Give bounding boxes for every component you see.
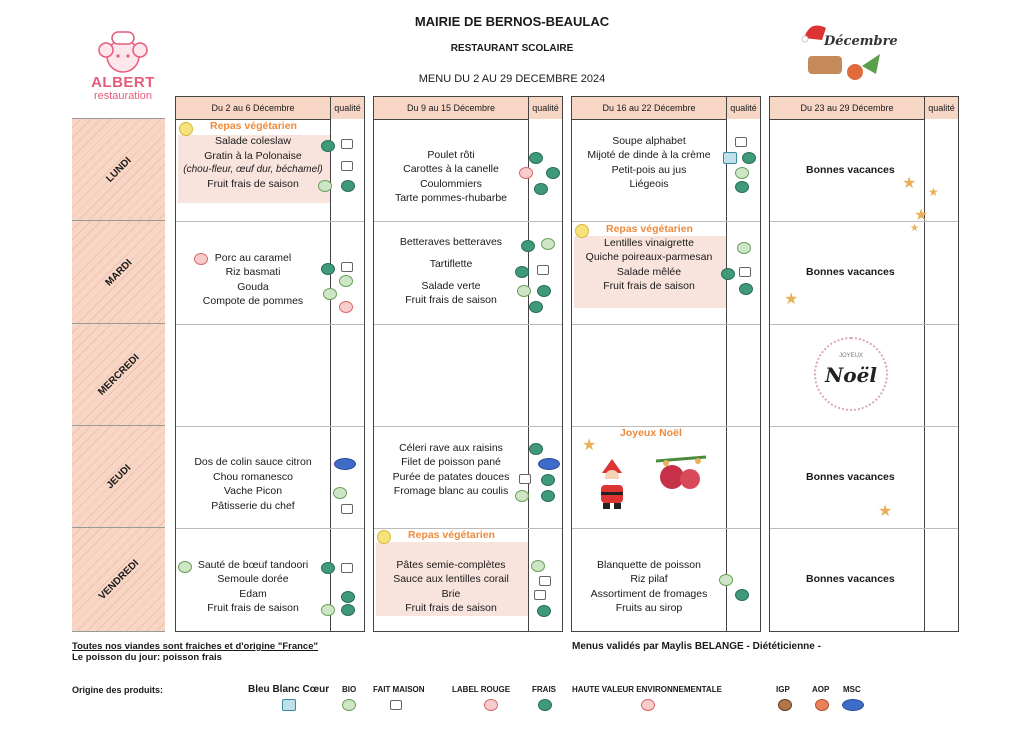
frais-icon — [521, 240, 535, 252]
frais-icon — [721, 268, 735, 280]
frais-icon — [541, 490, 555, 502]
row-divider — [374, 426, 562, 427]
frais-icon — [735, 589, 749, 601]
star-icon: ★ — [910, 223, 919, 234]
day-label-mercredi: MERCREDI — [95, 352, 142, 398]
menu-item-detail: (chou-fleur, œuf dur, béchamel) — [183, 164, 323, 175]
quality-column — [924, 97, 959, 631]
bio-icon — [333, 487, 347, 499]
bio-icon — [323, 288, 337, 300]
menu-item: Fruits au sirop — [615, 602, 683, 614]
fait-maison-icon — [537, 265, 549, 275]
menu-item: Brie — [441, 588, 461, 600]
bio-icon — [531, 560, 545, 572]
menu-item: Mijoté de dinde à la crème — [587, 149, 711, 161]
restaurant-title: RESTAURANT SCOLAIRE — [450, 43, 574, 54]
vacation-mardi: Bonnes vacances — [806, 266, 895, 278]
frais-icon — [735, 181, 749, 193]
week-4-header: Du 23 au 29 Décembre — [770, 97, 924, 120]
menu-item: Poulet rôti — [427, 149, 475, 161]
fait-maison-icon — [341, 139, 353, 149]
star-icon: ★ — [582, 437, 597, 454]
legend-label-rouge: LABEL ROUGE — [452, 685, 511, 694]
legend-msc: MSC — [843, 685, 861, 694]
row-divider — [176, 528, 364, 529]
star-icon: ★ — [902, 175, 917, 192]
menu-item: Gouda — [237, 281, 269, 293]
legend-fait-maison: FAIT MAISON — [373, 685, 425, 694]
row-divider — [572, 528, 760, 529]
bio-icon — [321, 604, 335, 616]
vegetarian-badge-icon — [575, 224, 589, 238]
footer-validated: Menus validés par Maylis BELANGE - Diététicienne - — [572, 641, 821, 652]
menu-item: Lentilles vinaigrette — [604, 237, 694, 249]
menu-item: Fruit frais de saison — [207, 178, 299, 190]
row-divider — [374, 221, 562, 222]
week-column-2 — [373, 96, 563, 632]
week-3-mardi-veg-label: Repas végétarien — [606, 223, 693, 235]
menu-item: Liégeois — [629, 178, 669, 190]
albert-logo — [78, 26, 168, 106]
row-divider — [176, 324, 364, 325]
star-icon: ★ — [878, 503, 893, 520]
menu-item: Filet de poisson pané — [401, 456, 501, 468]
week-column-4 — [769, 96, 959, 632]
legend-bleu-blanc-coeur: Bleu Blanc Cœur — [248, 684, 330, 695]
week-3-header: Du 16 au 22 Décembre — [572, 97, 726, 120]
frais-icon — [321, 140, 335, 152]
fait-maison-icon — [341, 504, 353, 514]
menu-item: Petit-pois au jus — [611, 164, 687, 176]
menu-item: Semoule dorée — [217, 573, 289, 585]
menu-item: Fruit frais de saison — [207, 602, 299, 614]
bio-icon — [735, 167, 749, 179]
quality-header: qualité — [925, 97, 958, 119]
week-1-header: Du 2 au 6 Décembre — [176, 97, 330, 120]
row-divider — [572, 324, 760, 325]
fait-maison-icon — [534, 590, 546, 600]
menu-item: Edam — [239, 588, 267, 600]
menu-item: Assortiment de fromages — [590, 588, 708, 600]
frais-icon — [529, 301, 543, 313]
legend-aop: AOP — [812, 685, 830, 694]
frais-icon — [546, 167, 560, 179]
menu-item: Gratin à la Polonaise — [204, 150, 302, 162]
menu-item: Carottes à la canelle — [403, 163, 499, 175]
frais-icon — [537, 605, 551, 617]
menu-item: Vache Picon — [223, 485, 283, 497]
vacation-vendredi: Bonnes vacances — [806, 573, 895, 585]
day-label-jeudi: JEUDI — [104, 462, 133, 492]
menu-item: Fromage blanc au coulis — [393, 485, 509, 497]
joyeux-small-text: JOYEUX — [838, 353, 863, 359]
menu-item: Salade verte — [421, 280, 481, 292]
row-divider — [770, 221, 958, 222]
frais-icon — [534, 183, 548, 195]
menu-item: Pâtisserie du chef — [211, 500, 295, 512]
label-rouge-icon — [484, 699, 498, 711]
day-label-mardi: MARDI — [103, 257, 134, 288]
menu-item: Porc au caramel — [214, 252, 292, 264]
week-2-header: Du 9 au 15 Décembre — [374, 97, 528, 120]
bio-icon — [737, 242, 751, 254]
bleu-blanc-coeur-icon — [723, 152, 737, 164]
bleu-blanc-coeur-icon — [282, 699, 296, 711]
frais-icon — [742, 152, 756, 164]
fait-maison-icon — [539, 576, 551, 586]
chef-mascot-icon — [78, 26, 168, 76]
menu-item: Sauté de bœuf tandoori — [197, 559, 309, 571]
bio-icon — [515, 490, 529, 502]
menu-item: Blanquette de poisson — [597, 559, 701, 571]
decembre-illustration — [800, 18, 898, 86]
fait-maison-icon — [519, 474, 531, 484]
frais-icon — [529, 152, 543, 164]
menu-item: Compote de pommes — [202, 295, 304, 307]
frais-icon — [321, 562, 335, 574]
bio-icon — [517, 285, 531, 297]
menu-item: Dos de colin sauce citron — [194, 456, 312, 468]
vacation-jeudi: Bonnes vacances — [806, 471, 895, 483]
day-label-vendredi: VENDREDI — [96, 557, 141, 602]
fait-maison-icon — [341, 262, 353, 272]
menu-item: Fruit frais de saison — [603, 280, 695, 292]
decembre-sign-text: Décembre — [824, 34, 898, 49]
msc-icon — [538, 458, 560, 470]
frais-icon — [537, 285, 551, 297]
joyeux-noel-wreath — [814, 337, 888, 411]
fait-maison-icon — [390, 700, 402, 710]
row-divider — [176, 221, 364, 222]
fait-maison-icon — [341, 563, 353, 573]
week-column-3 — [571, 96, 761, 632]
week-column-1 — [175, 96, 365, 632]
santa-icon — [592, 459, 632, 511]
logo-subtitle: restauration — [93, 90, 153, 102]
row-divider — [374, 324, 562, 325]
star-icon: ★ — [784, 291, 799, 308]
menu-item: Fruit frais de saison — [405, 602, 497, 614]
fait-maison-icon — [739, 267, 751, 277]
day-band-lundi — [72, 118, 165, 221]
vegetarian-badge-icon — [377, 530, 391, 544]
legend-origine-label: Origine des produits: — [72, 685, 164, 695]
week-3-jeudi-title: Joyeux Noël — [620, 427, 682, 439]
menu-item: Riz pilaf — [630, 573, 668, 585]
week-2-vendredi-veg-label: Repas végétarien — [408, 529, 495, 541]
frais-icon — [321, 263, 335, 275]
vacation-lundi: Bonnes vacances — [806, 164, 895, 176]
row-divider — [572, 221, 760, 222]
menu-item: Soupe alphabet — [612, 135, 686, 147]
menu-item: Betteraves betteraves — [399, 236, 503, 248]
menu-item: Pâtes semie-complètes — [396, 559, 506, 571]
footer-poisson-note: Le poisson du jour: poisson frais — [72, 652, 222, 663]
menu-title: MENU DU 2 AU 29 DECEMBRE 2024 — [418, 73, 606, 85]
day-band-jeudi — [72, 425, 165, 528]
frais-icon — [538, 699, 552, 711]
menu-item: Salade mêlée — [616, 266, 682, 278]
mairie-title: MAIRIE DE BERNOS-BEAULAC — [414, 14, 610, 29]
frais-icon — [529, 443, 543, 455]
aop-icon — [815, 699, 829, 711]
menu-item: Chou romanesco — [213, 471, 293, 483]
day-band-vendredi — [72, 527, 165, 632]
hve-icon — [519, 167, 533, 179]
frais-icon — [341, 591, 355, 603]
footer-viandes-note: Toutes nos viandes sont fraiches et d'origine "France" — [72, 641, 319, 652]
frais-icon — [541, 474, 555, 486]
christmas-ornaments-icon — [652, 453, 710, 495]
quality-header: qualité — [727, 97, 760, 119]
row-divider — [770, 426, 958, 427]
legend-bio: BIO — [342, 685, 357, 694]
frais-icon — [739, 283, 753, 295]
logo-brand: ALBERT — [91, 74, 155, 91]
igp-icon — [778, 699, 792, 711]
bio-icon — [318, 180, 332, 192]
quality-header: qualité — [529, 97, 562, 119]
frais-icon — [341, 604, 355, 616]
menu-item: Riz basmati — [225, 266, 281, 278]
legend-hve: HAUTE VALEUR ENVIRONNEMENTALE — [572, 685, 722, 694]
day-band-mardi — [72, 220, 165, 324]
bio-icon — [541, 238, 555, 250]
menu-item: Tarte pommes-rhubarbe — [394, 192, 508, 204]
bio-icon — [342, 699, 356, 711]
star-icon: ★ — [914, 207, 929, 224]
menu-item: Salade coleslaw — [215, 135, 291, 147]
day-label-lundi: LUNDI — [103, 155, 134, 185]
quality-column — [330, 97, 365, 631]
legend-igp: IGP — [776, 685, 790, 694]
row-divider — [176, 426, 364, 427]
star-icon: ★ — [928, 185, 939, 199]
fait-maison-icon — [735, 137, 747, 147]
hve-icon — [641, 699, 655, 711]
row-divider — [770, 324, 958, 325]
santa-hat-icon — [800, 18, 890, 86]
row-divider — [770, 528, 958, 529]
menu-item: Tartiflette — [429, 258, 473, 270]
frais-icon — [341, 180, 355, 192]
menu-item: Quiche poireaux-parmesan — [585, 251, 713, 263]
menu-item: Purée de patates douces — [392, 471, 510, 483]
msc-icon — [334, 458, 356, 470]
menu-item: Céleri rave aux raisins — [399, 442, 503, 454]
frais-icon — [515, 266, 529, 278]
menu-item: Fruit frais de saison — [405, 294, 497, 306]
week-1-lundi-veg-label: Repas végétarien — [210, 120, 297, 132]
day-band-mercredi — [72, 323, 165, 426]
hve-icon — [339, 301, 353, 313]
vegetarian-badge-icon — [179, 122, 193, 136]
noel-text: Noël — [825, 363, 877, 387]
quality-header: qualité — [331, 97, 364, 119]
bio-icon — [339, 275, 353, 287]
menu-item: Coulommiers — [420, 178, 482, 190]
bio-icon — [719, 574, 733, 586]
legend-frais: FRAIS — [532, 685, 556, 694]
fait-maison-icon — [341, 161, 353, 171]
menu-item: Sauce aux lentilles corail — [393, 573, 509, 585]
msc-icon — [842, 699, 864, 711]
